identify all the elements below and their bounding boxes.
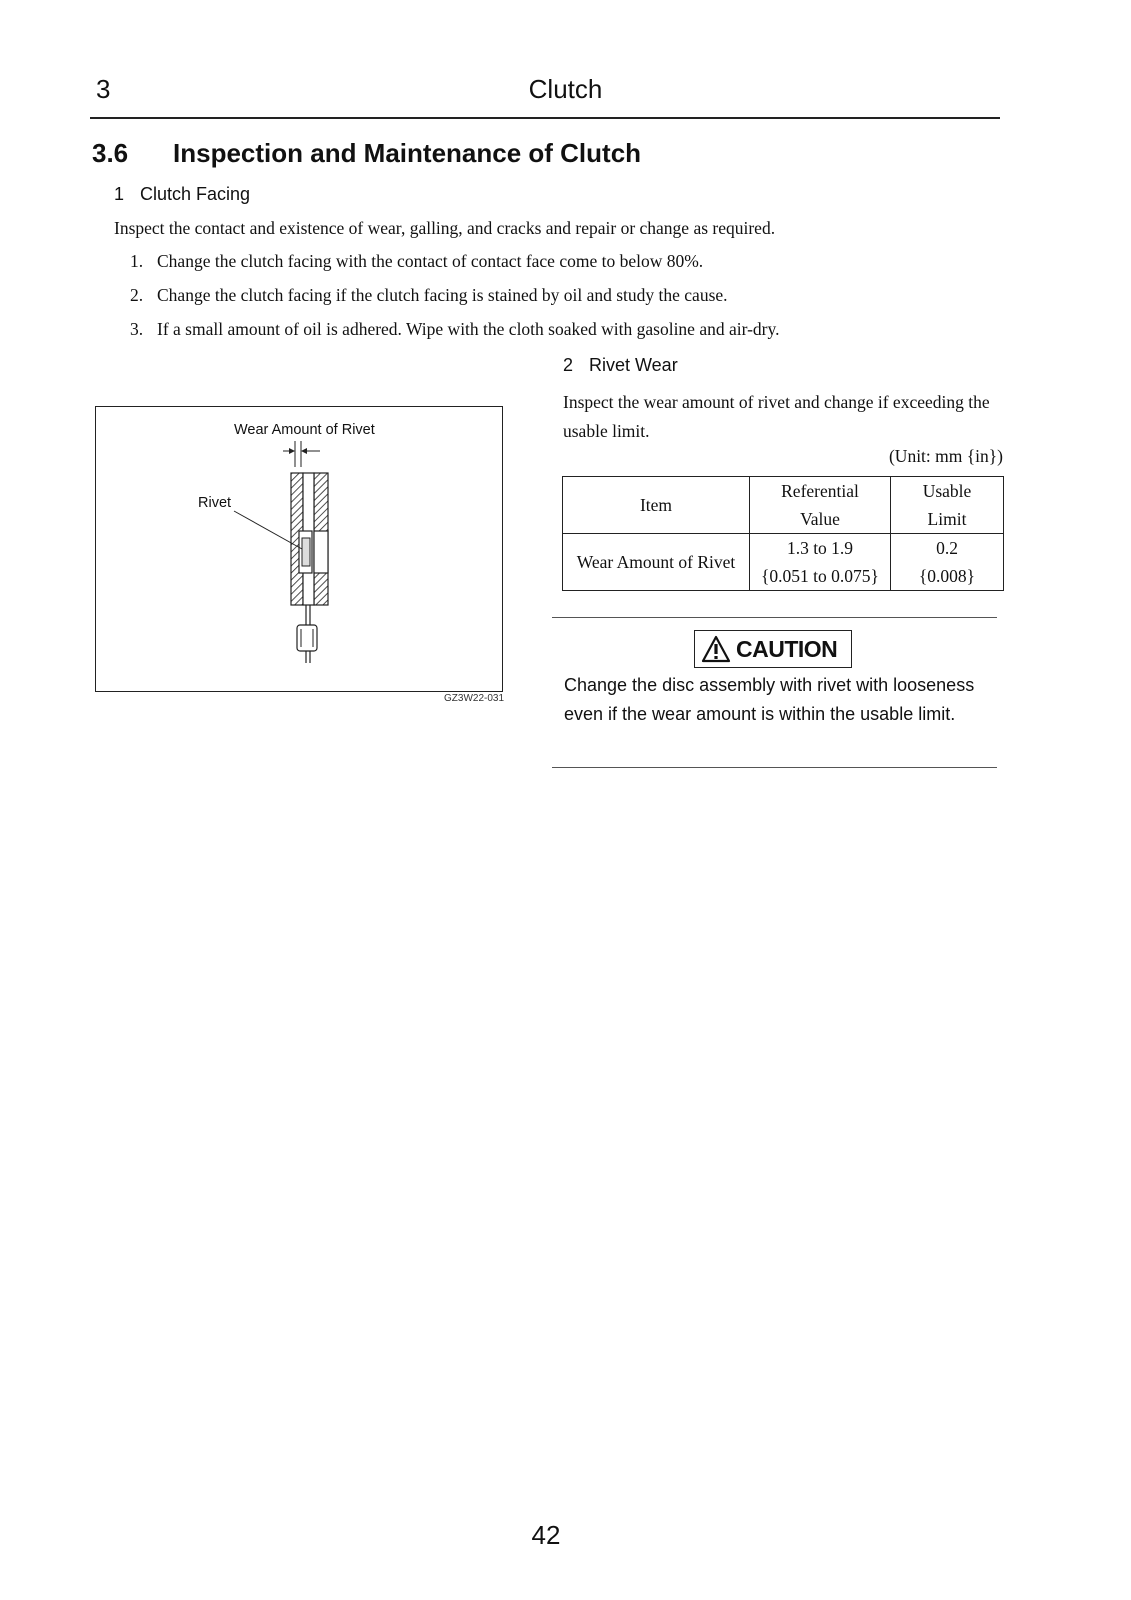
table-cell-item: Wear Amount of Rivet [563,534,750,591]
table-cell-line: {0.051 to 0.075} [761,566,879,586]
caution-text: Change the disc assembly with rivet with looseness even if the wear amount is within the usable limit. [564,675,975,724]
step-text: Change the clutch facing if the clutch facing is stained by oil and study the cause. [157,285,728,305]
table-header-line: Limit [927,509,967,529]
clutch-facing-intro: Inspect the contact and existence of wear, galling, and cracks and repair or change as required. [114,218,776,238]
table-header-line: Usable [922,481,972,501]
list-item [130,319,779,353]
table-header-row [563,477,1004,534]
subsection-clutch-facing [114,184,250,205]
subsection-heading: Clutch Facing [140,184,251,204]
clutch-disc-cross-section-drawing [96,407,502,691]
table-cell-line: {0.008} [918,566,976,586]
caution-badge [694,630,852,668]
table-row [563,534,1004,591]
table-cell-limit [891,534,1004,591]
table-cell-line: 1.3 to 1.9 [786,538,854,558]
table-cell-referential [750,534,891,591]
list-item [130,285,779,319]
table-header-line: Value [800,509,840,529]
clutch-facing-steps [130,251,779,353]
table-header-referential [750,477,891,534]
table-cell-line: 0.2 [936,538,958,558]
warning-triangle-icon [701,635,731,663]
caution-label: CAUTION [736,635,838,662]
section-title: Inspection and Maintenance of Clutch [173,138,642,168]
page-number: 42 [531,1520,561,1550]
table-header-line: Referential [781,481,859,501]
header-rule [90,117,1000,119]
rivet-wear-figure [95,406,503,692]
rivet-wear-text: Inspect the wear amount of rivet and change if exceeding the usable limit. [563,392,990,441]
rivet-wear-table [562,476,1004,591]
step-number: 1. [130,251,144,271]
table-header-item: Item [563,477,750,534]
subsection-heading: Rivet Wear [589,355,678,375]
caution-top-rule [552,617,997,618]
step-text: Change the clutch facing with the contact of contact face come to below 80%. [157,251,704,271]
step-number: 2. [130,285,144,305]
figure-label-rivet: Rivet [198,495,232,511]
chapter-number: 3 [96,74,111,104]
table-header-limit [891,477,1004,534]
subsection-number: 2 [563,355,574,375]
section-number: 3.6 [92,138,129,168]
list-item [130,251,779,285]
figure-code: GZ3W22-031 [444,693,505,704]
subsection-number: 1 [114,184,125,204]
chapter-title: Clutch [528,74,603,104]
subsection-rivet-wear [563,355,678,376]
caution-bottom-rule [552,767,997,768]
unit-note: (Unit: mm {in}) [888,446,1003,466]
step-number: 3. [130,319,144,339]
step-text: If a small amount of oil is adhered. Wipe with the cloth soaked with gasoline and air-dry. [157,319,780,339]
figure-label-wear-amount: Wear Amount of Rivet [234,422,375,438]
